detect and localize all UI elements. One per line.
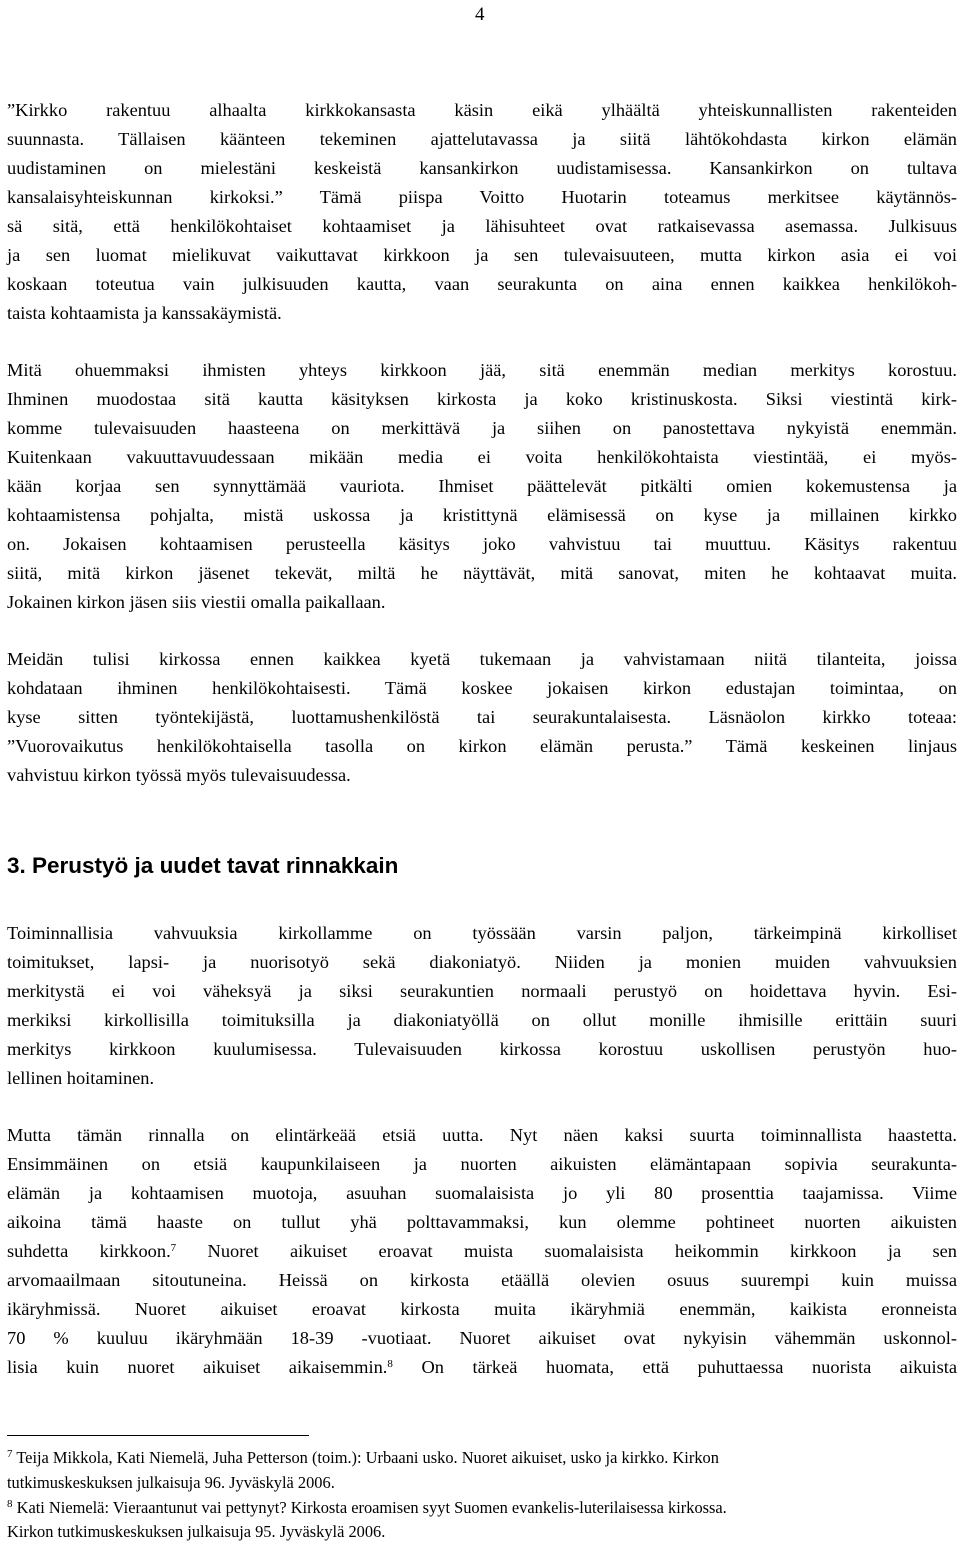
body-line: Mutta tämän rinnalla on elintärkeää etsiä uutta. Nyt näen kaksi suurta toiminnallista haastetta. (7, 1125, 957, 1145)
body-line: ja sen luomat mielikuvat vaikuttavat kirkkoon ja sen tulevaisuuteen, mutta kirkon asia ei voi (7, 245, 957, 265)
body-line: aikoina tämä haaste on tullut yhä polttavammaksi, kun olemme pohtineet nuorten aikuisten (7, 1212, 957, 1232)
body-line: taista kohtaamista ja kanssakäymistä. (7, 303, 282, 323)
footnote-number: 8 (7, 1498, 13, 1510)
body-line: kansalaisyhteiskunnan kirkoksi.” Tämä piispa Voitto Huotarin toteamus merkitsee käytännös- (7, 187, 957, 207)
body-line: merkitystä ei voi väheksyä ja siksi seurakuntien normaali perustyö on hoidettava hyvin. Esi- (7, 981, 957, 1001)
body-line: Kuitenkaan vakuuttavuudessaan mikään media ei voita henkilökohtaista viestintää, ei myös- (7, 447, 957, 467)
body-line (7, 1237, 957, 1265)
body-line: kohtaamistensa pohjalta, mistä uskossa ja kristittynä elämisessä on kyse ja millainen kirkko (7, 505, 957, 525)
page-number: 4 (475, 4, 485, 25)
body-line: ”Vuorovaikutus henkilökohtaisella tasolla on kirkon elämän perusta.” Tämä keskeinen linjaus (7, 736, 957, 756)
body-line: Meidän tulisi kirkossa ennen kaikkea kyetä tukemaan ja vahvistamaan niitä tilanteita, joissa (7, 649, 957, 669)
footnote-line: tutkimuskeskuksen julkaisuja 96. Jyväskylä 2006. (7, 1473, 335, 1492)
body-text: Nuoret aikuiset eroavat muista suomalaisista heikommin kirkkoon ja sen (207, 1241, 957, 1261)
body-line: Ihminen muodostaa sitä kautta käsityksen kirkosta ja koko kristinuskosta. Siksi viestintä kirk- (7, 389, 957, 409)
body-line: toimitukset, lapsi- ja nuorisotyö sekä diakoniatyö. Niiden ja monien muiden vahvuuksien (7, 952, 957, 972)
body-text: suhdetta kirkkoon. (7, 1241, 171, 1261)
body-text: On tärkeä huomata, että puhuttaessa nuorista aikuista (421, 1357, 957, 1377)
body-line: Mitä ohuemmaksi ihmisten yhteys kirkkoon jää, sitä enemmän median merkitys korostuu. (7, 360, 957, 380)
footnote-ref[interactable]: 8 (387, 1358, 393, 1370)
footnote (7, 1446, 957, 1470)
body-line (7, 1353, 957, 1381)
body-line: lellinen hoitaminen. (7, 1068, 155, 1088)
footnote-text: Teija Mikkola, Kati Niemelä, Juha Petterson (toim.): Urbaani usko. Nuoret aikuiset, usko ja kirkko. Kirkon (16, 1448, 719, 1467)
footnote-text: Kati Niemelä: Vieraantunut vai pettynyt? Kirkosta eroamisen syyt Suomen evankelis-luterilaisessa kirkossa. (16, 1498, 727, 1517)
body-text: lisia kuin nuoret aikuiset aikaisemmin. (7, 1357, 388, 1377)
body-line: ”Kirkko rakentuu alhaalta kirkkokansasta käsin eikä ylhäältä yhteiskunnallisten rakenteiden (7, 100, 957, 120)
footnote-line: Kirkon tutkimuskeskuksen julkaisuja 95. Jyväskylä 2006. (7, 1522, 386, 1541)
body-line: merkiksi kirkollisilla toimituksilla ja diakoniatyöllä on ollut monille ihmisille erittäin suuri (7, 1010, 957, 1030)
body-line: koskaan toteutua vain julkisuuden kautta, vaan seurakunta on aina ennen kaikkea henkilökoh- (7, 274, 957, 294)
body-line: on. Jokaisen kohtaamisen perusteella käsitys joko vahvistuu tai muuttuu. Käsitys rakentuu (7, 534, 957, 554)
footnote (7, 1496, 957, 1520)
body-line: merkitys kirkkoon kuulumisessa. Tulevaisuuden kirkossa korostuu uskollisen perustyön huo- (7, 1039, 957, 1059)
footnote-number: 7 (7, 1448, 13, 1460)
body-line: komme tulevaisuuden haasteena on merkittävä ja siihen on panostettava nykyistä enemmän. (7, 418, 957, 438)
body-line: 70 % kuuluu ikäryhmään 18-39 -vuotiaat. Nuoret aikuiset ovat nykyisin vähemmän uskonnol- (7, 1328, 957, 1348)
section-heading: 3. Perustyö ja uudet tavat rinnakkain (7, 853, 399, 878)
body-line: kyse sitten työntekijästä, luottamushenkilöstä tai seurakuntalaisesta. Läsnäolon kirkko toteaa: (7, 707, 957, 727)
body-line: kään korjaa sen synnyttämää vauriota. Ihmiset päättelevät pitkälti omien kokemustensa ja (7, 476, 957, 496)
body-line: uudistaminen on mielestäni keskeistä kansankirkon uudistamisessa. Kansankirkon on tultava (7, 158, 957, 178)
body-line: kohdataan ihminen henkilökohtaisesti. Tämä koskee jokaisen kirkon edustajan toimintaa, on (7, 678, 957, 698)
footnote-separator (7, 1435, 309, 1436)
body-line: elämän ja kohtaamisen muotoja, asuuhan suomalaisista jo yli 80 prosenttia taajamissa. Viime (7, 1183, 957, 1203)
body-line: vahvistuu kirkon työssä myös tulevaisuudessa. (7, 765, 351, 785)
footnote-ref[interactable]: 7 (170, 1242, 177, 1254)
body-line: siitä, mitä kirkon jäsenet tekevät, miltä he näyttävät, mitä sanovat, miten he kohtaavat muita. (7, 563, 957, 583)
body-line: sä sitä, että henkilökohtaiset kohtaamiset ja lähisuhteet ovat ratkaisevassa asemassa. Julkisuus (7, 216, 957, 236)
body-line: arvomaailmaan sitoutuneina. Heissä on kirkosta etäällä olevien osuus suurempi kuin muissa (7, 1270, 957, 1290)
body-line: Jokainen kirkon jäsen siis viestii omalla paikallaan. (7, 592, 386, 612)
body-line: Ensimmäinen on etsiä kaupunkilaiseen ja nuorten aikuisten elämäntapaan sopivia seurakunta- (7, 1154, 957, 1174)
body-line: suunnasta. Tällaisen käänteen tekeminen ajattelutavassa ja siitä lähtökohdasta kirkon elämän (7, 129, 957, 149)
body-line: Toiminnallisia vahvuuksia kirkollamme on työssään varsin paljon, tärkeimpinä kirkolliset (7, 923, 957, 943)
body-line: ikäryhmissä. Nuoret aikuiset eroavat kirkosta muita ikäryhmiä enemmän, kaikista eronneista (7, 1299, 957, 1319)
